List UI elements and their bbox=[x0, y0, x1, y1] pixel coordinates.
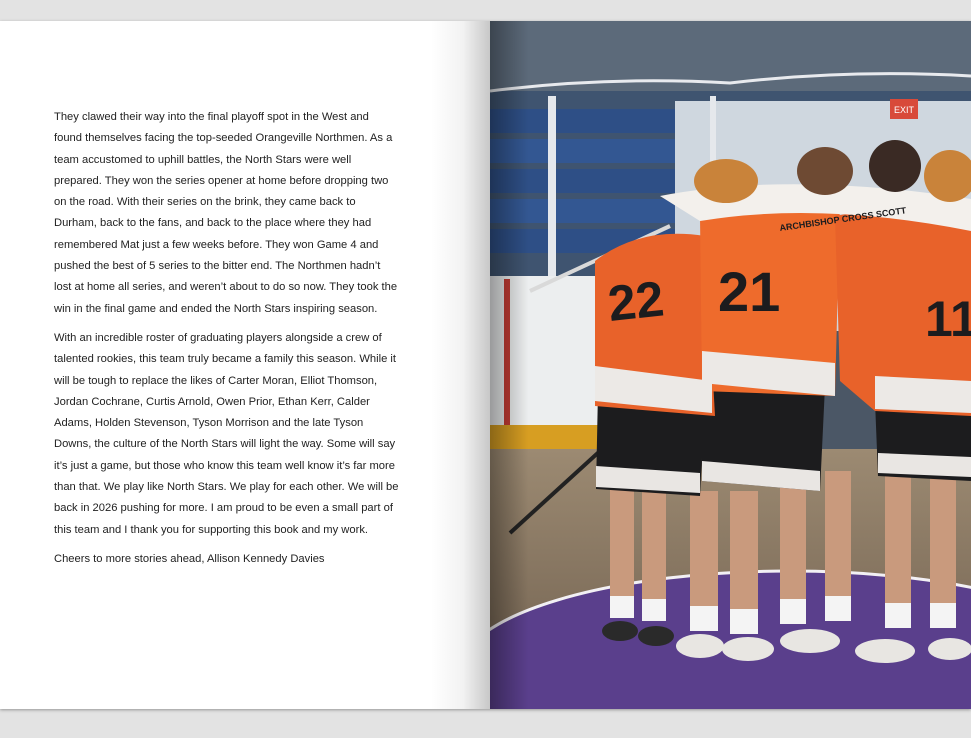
photo-illustration bbox=[490, 21, 971, 709]
paragraph-playoffs: They clawed their way into the final playoff spot in the West and found themselves facing the top-seeded Orangeville Northmen. As a team accustomed to uphill battles, the North Stars were well prepared. They won the series opener at home before dropping two on the road. With their series on the brink, they came back to Durham, back to the fans, and back to the place where they had remembered Mat just a few weeks before. They won Game 4 and pushed the best of 5 series to the bitter end. The Northmen hadn’t lost at home all series, and weren’t about to do so now. They took the win in the final game and ended the North Stars inspiring season. bbox=[54, 111, 398, 315]
body-text bbox=[54, 107, 399, 578]
left-page bbox=[0, 21, 490, 709]
paragraph-signoff: Cheers to more stories ahead, Allison Kennedy Davies bbox=[54, 552, 325, 565]
gutter-shadow bbox=[430, 21, 490, 709]
book-spread bbox=[0, 21, 971, 709]
page-curve-shadow bbox=[490, 21, 971, 709]
paragraph-roster: With an incredible roster of graduating players alongside a crew of talented rookies, this team truly became a family this season. While it will be tough to replace the likes of Carter Moran, Elliot Thomson, Jordan Cochrane, Curtis Arnold, Owen Prior, Ethan Kerr, Calder Adams, Holden Stevenson, Tyson Morrison and the late Tyson Downs, the culture of the North Stars will light the way. Some will say it’s just a game, but those who know this team well know it’s far more than that. We play like North Stars. We play for each other. We will be back in 2026 pushing for more. I am proud to be even a small part of this team and I thank you for supporting this book and my work. bbox=[54, 331, 399, 536]
team-huddle-photo bbox=[490, 21, 971, 709]
